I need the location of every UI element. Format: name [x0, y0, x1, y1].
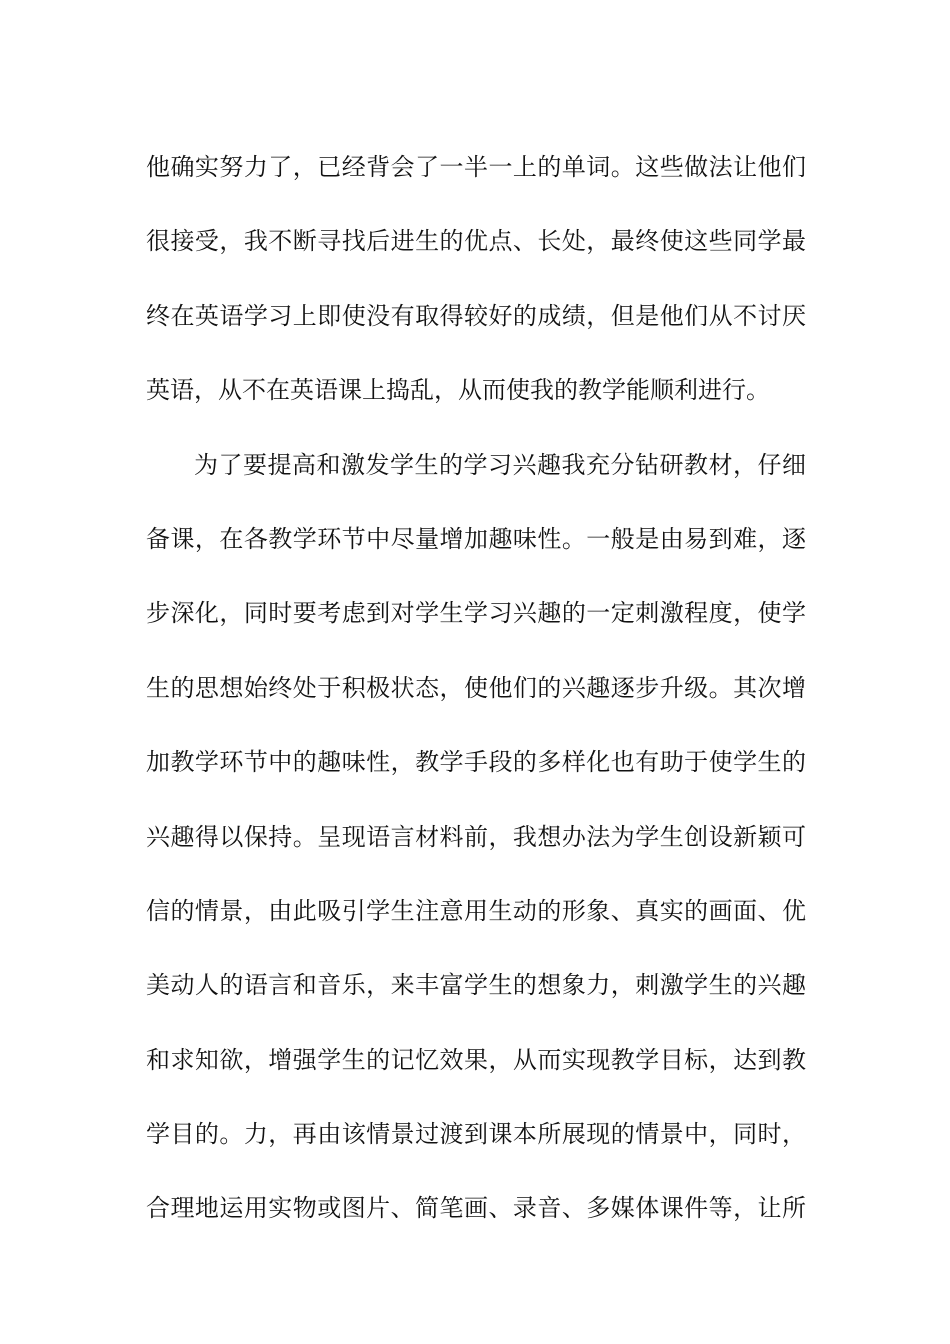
- text-line: 美动人的语言和音乐，来丰富学生的想象力，刺激学生的兴趣: [146, 971, 806, 1000]
- text-line: 加教学环节中的趣味性，教学手段的多样化也有助于使学生的: [146, 748, 806, 777]
- text-line: 很接受，我不断寻找后进生的优点、长处，最终使这些同学最: [146, 227, 806, 256]
- text-line: 为了要提高和激发学生的学习兴趣我充分钻研教材，仔细: [194, 450, 806, 479]
- body-text: [146, 130, 806, 1246]
- text-line: 他确实努力了，已经背会了一半一上的单词。这些做法让他们: [146, 153, 806, 181]
- text-line: 信的情景，由此吸引学生注意用生动的形象、真实的画面、优: [146, 896, 806, 925]
- text-line: 和求知欲，增强学生的记忆效果，从而实现教学目标，达到教: [146, 1045, 806, 1074]
- text-line: 学目的。力，再由该情景过渡到课本所展现的情景中，同时，: [146, 1120, 806, 1149]
- paragraph: [146, 428, 806, 1246]
- text-line: 合理地运用实物或图片、简笔画、录音、多媒体课件等，让所: [146, 1194, 806, 1223]
- text-line: 终在英语学习上即使没有取得较好的成绩，但是他们从不讨厌: [146, 301, 806, 330]
- text-line: 步深化，同时要考虑到对学生学习兴趣的一定刺激程度，使学: [146, 599, 806, 628]
- text-line: 生的思想始终处于积极状态，使他们的兴趣逐步升级。其次增: [146, 673, 806, 702]
- text-line: 英语，从不在英语课上捣乱，从而使我的教学能顺利进行。: [146, 376, 770, 405]
- text-line: 兴趣得以保持。呈现语言材料前，我想办法为学生创设新颖可: [146, 822, 806, 851]
- text-line: 备课，在各教学环节中尽量增加趣味性。一般是由易到难，逐: [146, 524, 806, 553]
- paragraph: [146, 130, 806, 428]
